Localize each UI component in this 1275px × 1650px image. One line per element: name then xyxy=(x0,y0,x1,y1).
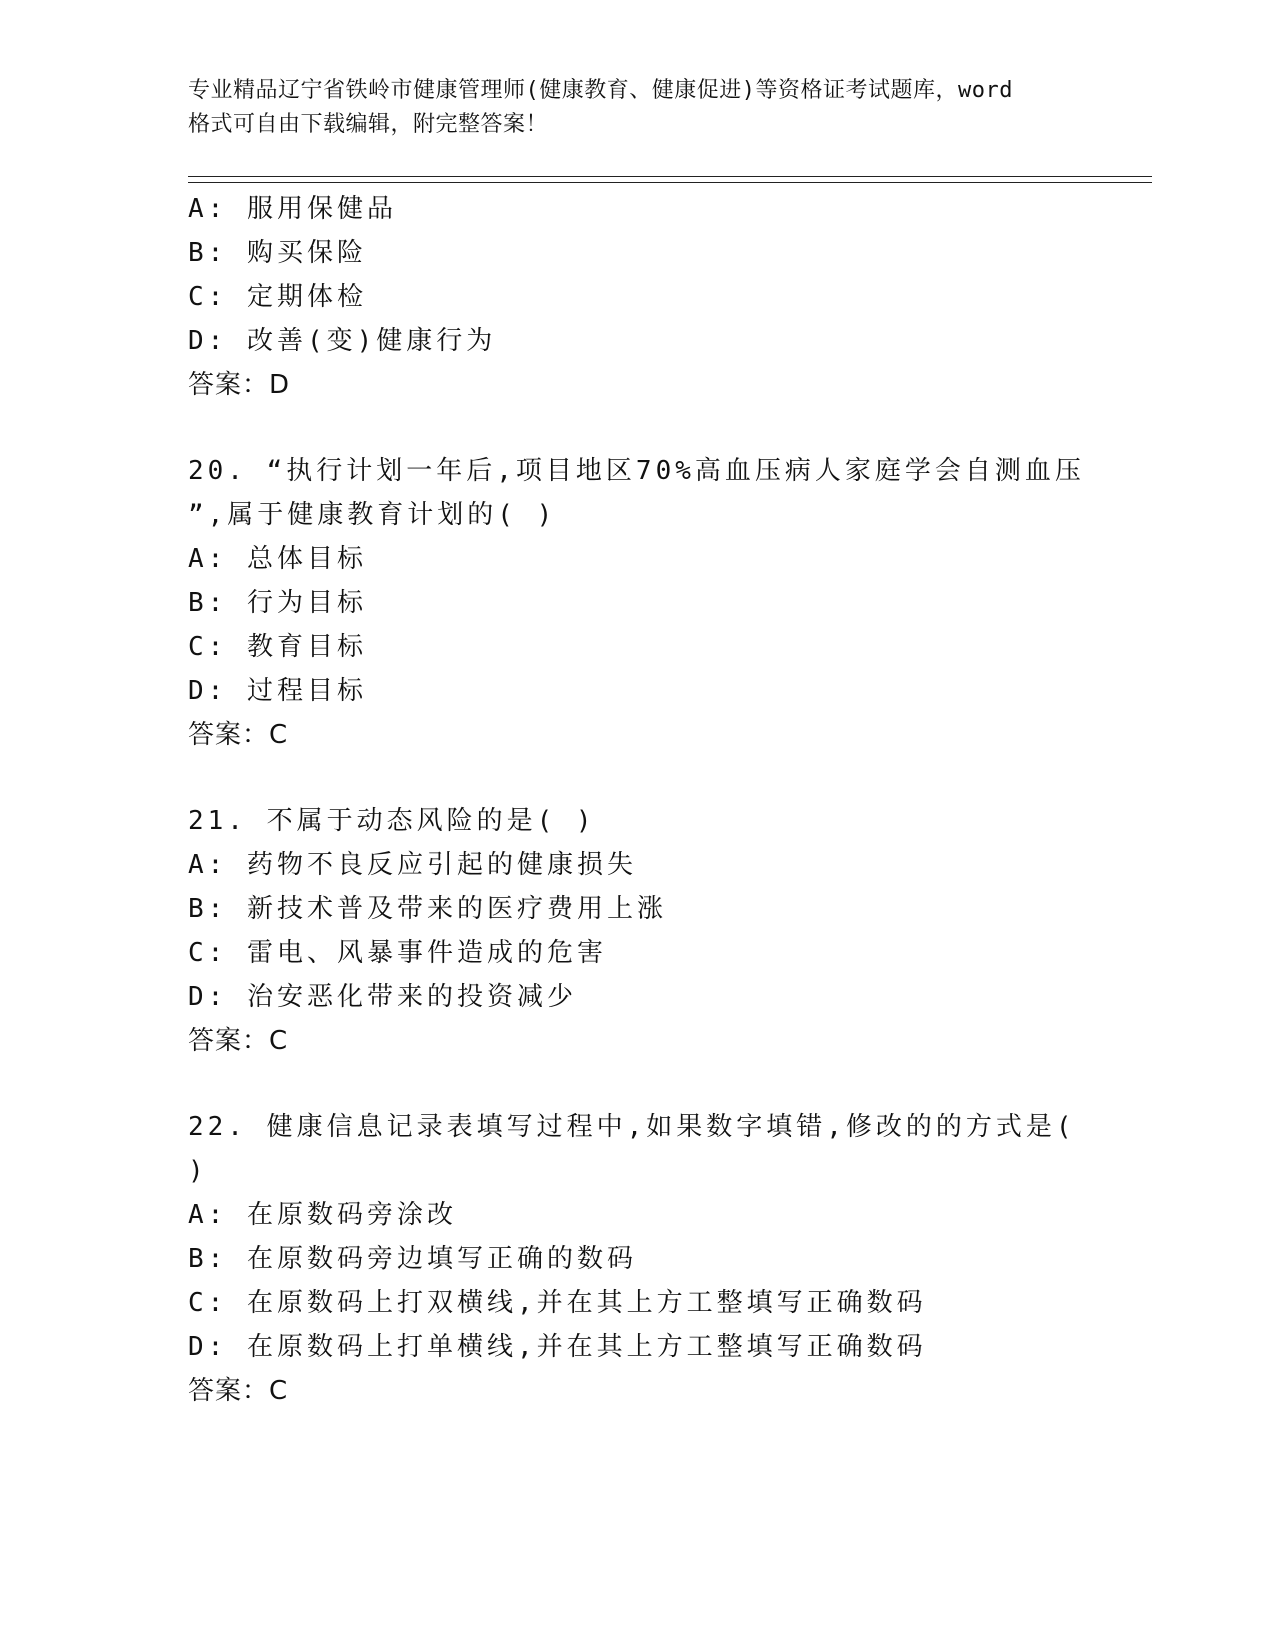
q20-option-b: B: 行为目标 xyxy=(188,588,367,618)
q19-option-d: D: 改善(变)健康行为 xyxy=(188,326,497,356)
header-line-1: 专业精品辽宁省铁岭市健康管理师(健康教育、健康促进)等资格证考试题库，word xyxy=(188,78,1013,103)
q22-stem-line-2: ) xyxy=(188,1156,208,1186)
q19-option-b: B: 购买保险 xyxy=(188,238,367,268)
q21-option-d: D: 治安恶化带来的投资减少 xyxy=(188,982,577,1012)
q21-stem: 21. 不属于动态风险的是( ) xyxy=(188,806,596,836)
header-line-2: 格式可自由下载编辑，附完整答案！ xyxy=(188,112,549,137)
q20-stem-line-2: ”,属于健康教育计划的( ) xyxy=(188,500,557,530)
q21-option-a: A: 药物不良反应引起的健康损失 xyxy=(188,850,637,880)
q20-option-c: C: 教育目标 xyxy=(188,632,367,662)
header-divider-bottom xyxy=(188,182,1152,183)
q19-option-a: A: 服用保健品 xyxy=(188,194,397,224)
q22-option-c: C: 在原数码上打双横线,并在其上方工整填写正确数码 xyxy=(188,1288,927,1318)
q20-option-d: D: 过程目标 xyxy=(188,676,367,706)
header-divider-top xyxy=(188,176,1152,177)
q22-answer: 答案：C xyxy=(188,1376,289,1406)
q20-stem-line-1: 20. “执行计划一年后,项目地区70%高血压病人家庭学会自测血压 xyxy=(188,456,1085,486)
q19-answer: 答案：D xyxy=(188,370,291,400)
q22-option-d: D: 在原数码上打单横线,并在其上方工整填写正确数码 xyxy=(188,1332,927,1362)
q21-answer: 答案：C xyxy=(188,1026,289,1056)
q22-option-b: B: 在原数码旁边填写正确的数码 xyxy=(188,1244,637,1274)
q22-option-a: A: 在原数码旁涂改 xyxy=(188,1200,457,1230)
q22-stem-line-1: 22. 健康信息记录表填写过程中,如果数字填错,修改的的方式是( xyxy=(188,1112,1076,1142)
document-header xyxy=(188,74,1088,142)
q21-option-b: B: 新技术普及带来的医疗费用上涨 xyxy=(188,894,667,924)
q21-option-c: C: 雷电、风暴事件造成的危害 xyxy=(188,938,607,968)
q19-option-c: C: 定期体检 xyxy=(188,282,367,312)
q20-option-a: A: 总体目标 xyxy=(188,544,367,574)
q20-answer: 答案：C xyxy=(188,720,289,750)
